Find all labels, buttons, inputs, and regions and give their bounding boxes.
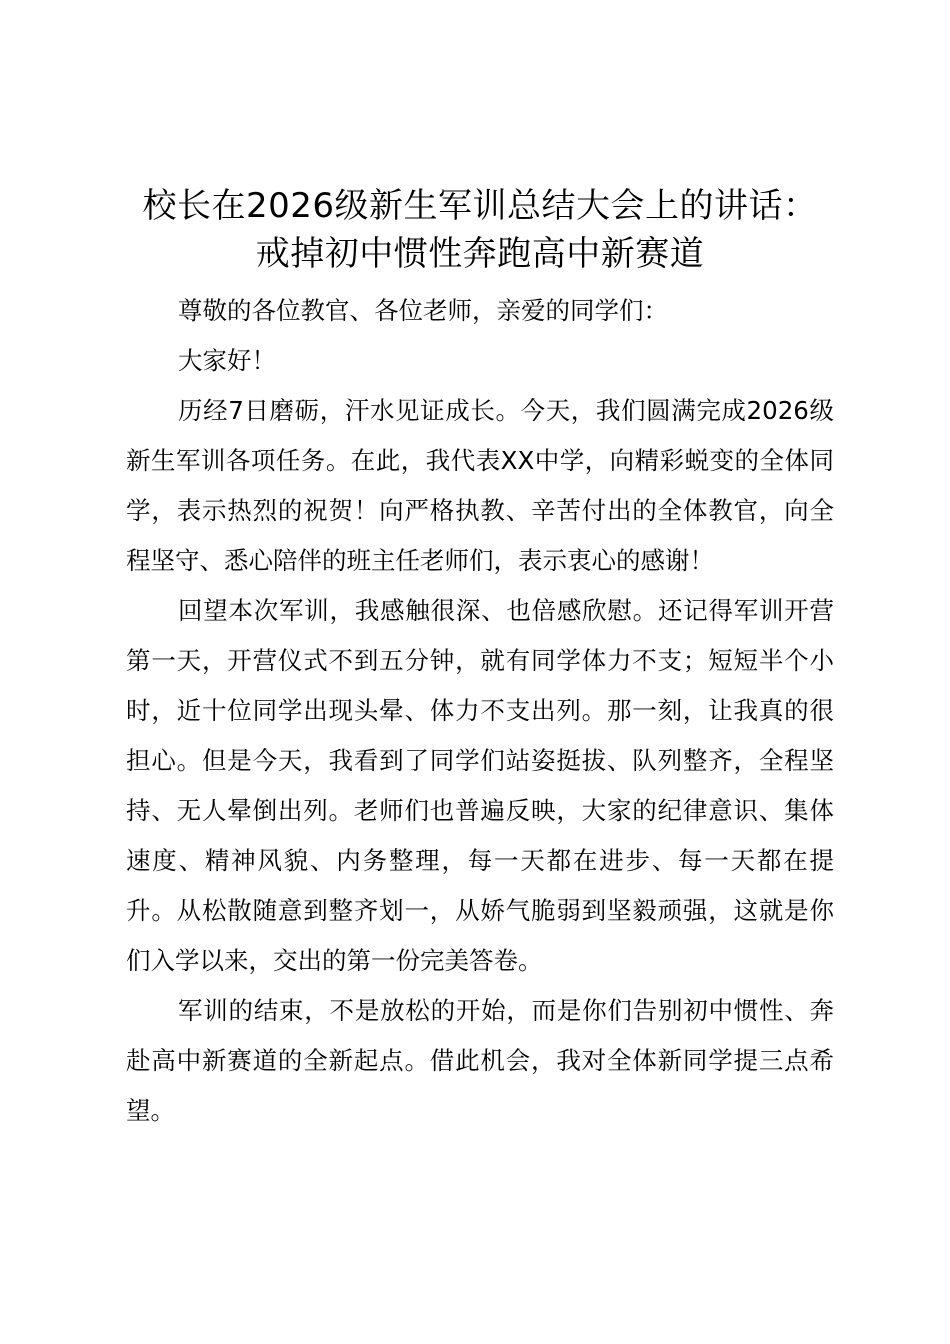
document-body: [126, 182, 834, 1136]
paragraph-1: 历经7日磨砺，汗水见证成长。今天，我们圆满完成2026级新生军训各项任务。在此，我代表XX中学，向精彩蜕变的全体同学，表示热烈的祝贺！向严格执教、辛苦付出的全体教官，向全程坚守、悉心陪伴的班主任老师们，表示衷心的感谢！: [126, 396, 834, 575]
paragraph-2: 回望本次军训，我感触很深、也倍感欣慰。还记得军训开营第一天，开营仪式不到五分钟，就有同学体力不支；短短半个小时，近十位同学出现头晕、体力不支出列。那一刻，让我真的很担心。但是今天，我看到了同学们站姿挺拔、队列整齐，全程坚持、无人晕倒出列。老师们也普遍反映，大家的纪律意识、集体速度、精神风貌、内务整理，每一天都在进步、每一天都在提升。从松散随意到整齐划一，从娇气脆弱到坚毅顽强，这就是你们入学以来，交出的第一份完美答卷。: [126, 596, 834, 975]
salutation: 尊敬的各位教官、各位老师，亲爱的同学们：: [178, 296, 668, 325]
document-title: [126, 182, 834, 278]
title-line-1: 校长在2026级新生军训总结大会上的讲话：: [142, 186, 818, 226]
paragraph-3: 军训的结束，不是放松的开始，而是你们告别初中惯性、奔赴高中新赛道的全新起点。借此机会，我对全体新同学提三点希望。: [126, 996, 834, 1125]
title-line-2: 戒掉初中惯性奔跑高中新赛道: [255, 234, 705, 274]
greeting: 大家好！: [178, 346, 276, 375]
